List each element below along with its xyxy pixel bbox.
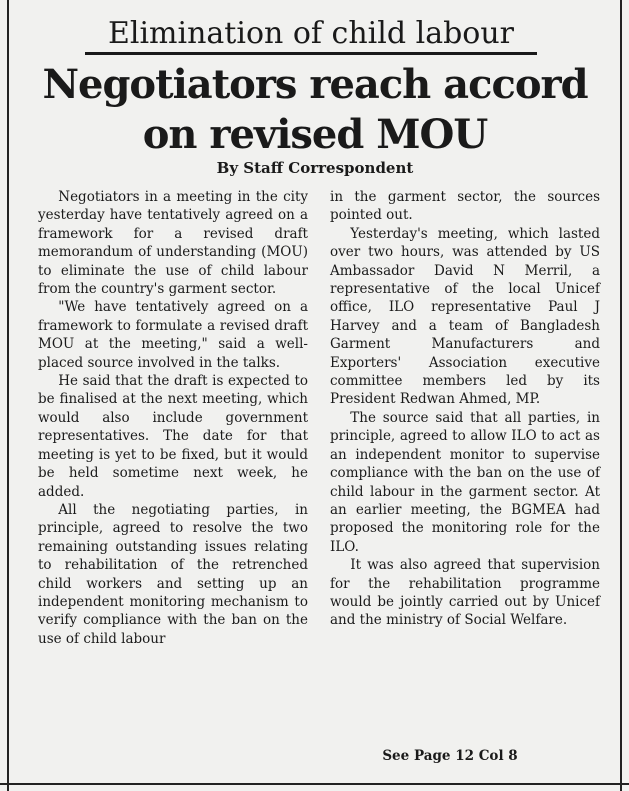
paragraph: Negotiators in a meeting in the city yesterday have tentatively agreed on a framework for a revised draft memorandum of understanding (MOU) to eliminate the use of child labour from the country's garment sector. — [38, 189, 308, 298]
left-column — [38, 188, 308, 648]
paragraph: All the negotiating parties, in principle, agreed to resolve the two remaining outstanding issues relating to rehabilitation of the retrenched child workers and setting up an independent monitoring mechanism to verify compliance with the ban on the use of child labour — [38, 501, 308, 647]
right-column — [330, 188, 600, 630]
byline: By Staff Correspondent — [216, 159, 414, 177]
headline-line-2: on revised MOU — [142, 111, 488, 158]
headline-line-1: Negotiators reach accord — [42, 61, 588, 108]
left-column-rule — [7, 0, 9, 791]
paragraph: He said that the draft is expected to be finalised at the next meeting, which would also include government representatives. The date for that meeting is yet to be fixed, but it would be held sometime next week, he added. — [38, 373, 308, 500]
paragraph: "We have tentatively agreed on a framework to formulate a revised draft MOU at the meeting," said a well-placed source involved in the talks. — [38, 299, 308, 371]
paragraph: Yesterday's meeting, which lasted over two hours, was attended by US Ambassador David N Merril, a representative of the local Unicef office, ILO representative Paul J Harvey and a team of Bangladesh Garment Manufacturers and Exporters' Association executive committee members led by its President Redwan Ahmed, MP. — [330, 225, 600, 408]
bottom-rule — [0, 783, 629, 785]
kicker: Elimination of child labour — [85, 14, 537, 55]
continuation-note: See Page 12 Col 8 — [382, 748, 518, 764]
paragraph: The source said that all parties, in principle, agreed to allow ILO to act as an independent monitor to supervise compliance with the ban on the use of child labour in the garment sector. At an earlier meeting, the BGMEA had proposed the monitoring role for the ILO. — [330, 409, 600, 555]
paragraph: It was also agreed that supervision for the rehabilitation programme would be jointly carried out by Unicef and the ministry of Social Welfare. — [330, 557, 600, 629]
paragraph: in the garment sector, the sources pointed out. — [330, 189, 600, 224]
right-column-rule — [620, 0, 622, 791]
headline — [20, 60, 610, 160]
